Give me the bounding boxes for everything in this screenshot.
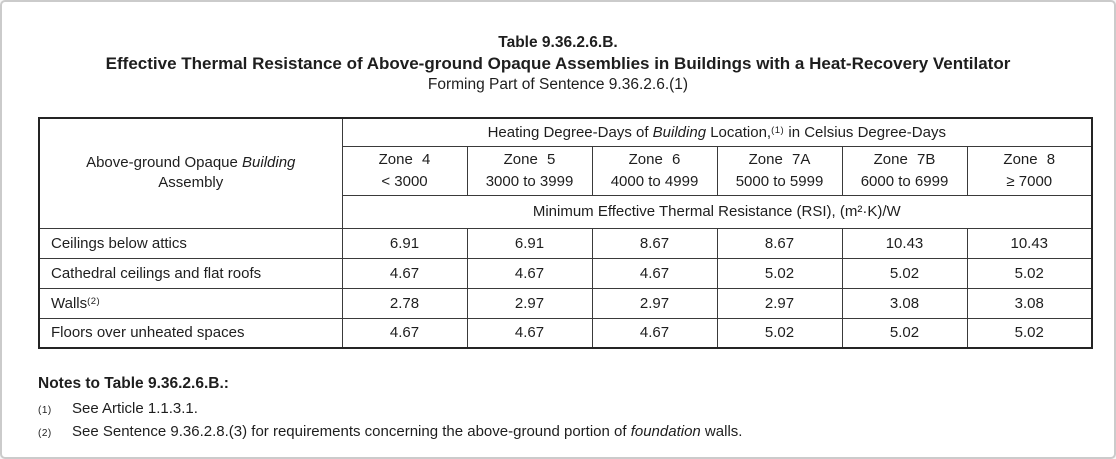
assembly-label-cell (39, 288, 342, 318)
table-number-title: Table 9.36.2.6.B. (498, 34, 618, 51)
assembly-label: Walls (51, 294, 88, 312)
zone-header-cell (717, 146, 842, 195)
header-row-span (39, 118, 1092, 146)
note-2 (38, 421, 1088, 444)
rsi-value-cell: 5.02 (967, 318, 1092, 348)
assembly-label-cell (39, 258, 342, 288)
hdd-header-italic: Building (652, 123, 707, 141)
note-2-text-italic: foundation (630, 423, 701, 440)
rsi-value-cell: 3.08 (842, 288, 967, 318)
rsi-value-cell: 5.02 (717, 258, 842, 288)
rsi-value-cell: 2.97 (467, 288, 592, 318)
table-row-cathedral-ceilings (39, 258, 1092, 288)
zone-header-cell (842, 146, 967, 195)
zone-name: Zone 8 (1003, 150, 1056, 168)
rsi-value-cell: 5.02 (842, 318, 967, 348)
assembly-note-marker: (2) (87, 295, 101, 307)
notes-heading: Notes to Table 9.36.2.6.B.: (38, 375, 229, 392)
note-2-marker: (2) (38, 428, 52, 439)
assembly-label: Ceilings below attics (51, 234, 187, 252)
table-main-title: Effective Thermal Resistance of Above-ground Opaque Assemblies in Buildings with a Heat-Recovery Ventilator (105, 54, 1011, 73)
rsi-value-cell: 10.43 (967, 228, 1092, 258)
note-1-text: See Article 1.1.3.1. (72, 400, 198, 417)
table-title-block (2, 33, 1114, 95)
zone-header-cell (342, 146, 467, 195)
zone-name: Zone 6 (628, 150, 681, 168)
rsi-value-cell: 4.67 (467, 318, 592, 348)
thermal-resistance-table (38, 117, 1093, 349)
rsi-value-cell: 5.02 (842, 258, 967, 288)
zone-name: Zone 5 (503, 150, 556, 168)
zone-name: Zone 7B (873, 150, 936, 168)
assembly-header-line2: Assembly (158, 174, 224, 192)
hdd-header-note-marker: (1) (771, 124, 785, 136)
rsi-value-cell: 4.67 (592, 258, 717, 288)
zone-header-cell (592, 146, 717, 195)
assembly-column-header (39, 118, 342, 228)
rsi-value-cell: 8.67 (592, 228, 717, 258)
table-subtitle: Forming Part of Sentence 9.36.2.6.(1) (427, 76, 689, 93)
rsi-value-cell: 2.97 (717, 288, 842, 318)
note-1 (38, 398, 1088, 421)
zone-range: 3000 to 3999 (485, 172, 574, 190)
zone-header-cell (467, 146, 592, 195)
assembly-label: Floors over unheated spaces (51, 324, 245, 342)
hdd-header-text2: Location, (706, 123, 772, 141)
rsi-value-cell: 8.67 (717, 228, 842, 258)
rsi-value-cell: 5.02 (967, 258, 1092, 288)
notes-section (38, 373, 1088, 444)
table-row-walls (39, 288, 1092, 318)
rsi-units-header: Minimum Effective Thermal Resistance (RSI), (m²·K)/W (342, 195, 1092, 228)
assembly-header-italic: Building (242, 154, 296, 172)
zone-range: 6000 to 6999 (860, 172, 949, 190)
rsi-value-cell: 6.91 (342, 228, 467, 258)
table-row-ceilings-below-attics (39, 228, 1092, 258)
table-row-floors-unheated (39, 318, 1092, 348)
hdd-header-text3: in Celsius Degree-Days (784, 123, 946, 141)
zone-header-cell (967, 146, 1092, 195)
assembly-label-cell (39, 318, 342, 348)
zone-range: < 3000 (381, 172, 428, 190)
rsi-value-cell: 3.08 (967, 288, 1092, 318)
rsi-value-cell: 2.78 (342, 288, 467, 318)
assembly-header-text: Above-ground Opaque (86, 154, 243, 172)
zone-name: Zone 7A (748, 150, 811, 168)
assembly-label-cell (39, 228, 342, 258)
note-2-text-part3: walls. (700, 423, 743, 440)
zone-range: 5000 to 5999 (735, 172, 824, 190)
rsi-value-cell: 2.97 (592, 288, 717, 318)
rsi-value-cell: 4.67 (467, 258, 592, 288)
zone-name: Zone 4 (378, 150, 431, 168)
zone-range: ≥ 7000 (1006, 172, 1053, 190)
rsi-value-cell: 6.91 (467, 228, 592, 258)
zone-range: 4000 to 4999 (610, 172, 699, 190)
rsi-value-cell: 5.02 (717, 318, 842, 348)
rsi-value-cell: 4.67 (342, 318, 467, 348)
rsi-value-cell: 10.43 (842, 228, 967, 258)
rsi-value-cell: 4.67 (592, 318, 717, 348)
note-2-text-part1: See Sentence 9.36.2.8.(3) for requirements concerning the above-ground portion of (72, 423, 631, 440)
hdd-header-text1: Heating Degree-Days of (487, 123, 653, 141)
note-1-marker: (1) (38, 405, 52, 416)
note-2-text (72, 421, 742, 444)
assembly-label: Cathedral ceilings and flat roofs (51, 264, 262, 282)
hdd-span-header (342, 118, 1092, 146)
rsi-value-cell: 4.67 (342, 258, 467, 288)
